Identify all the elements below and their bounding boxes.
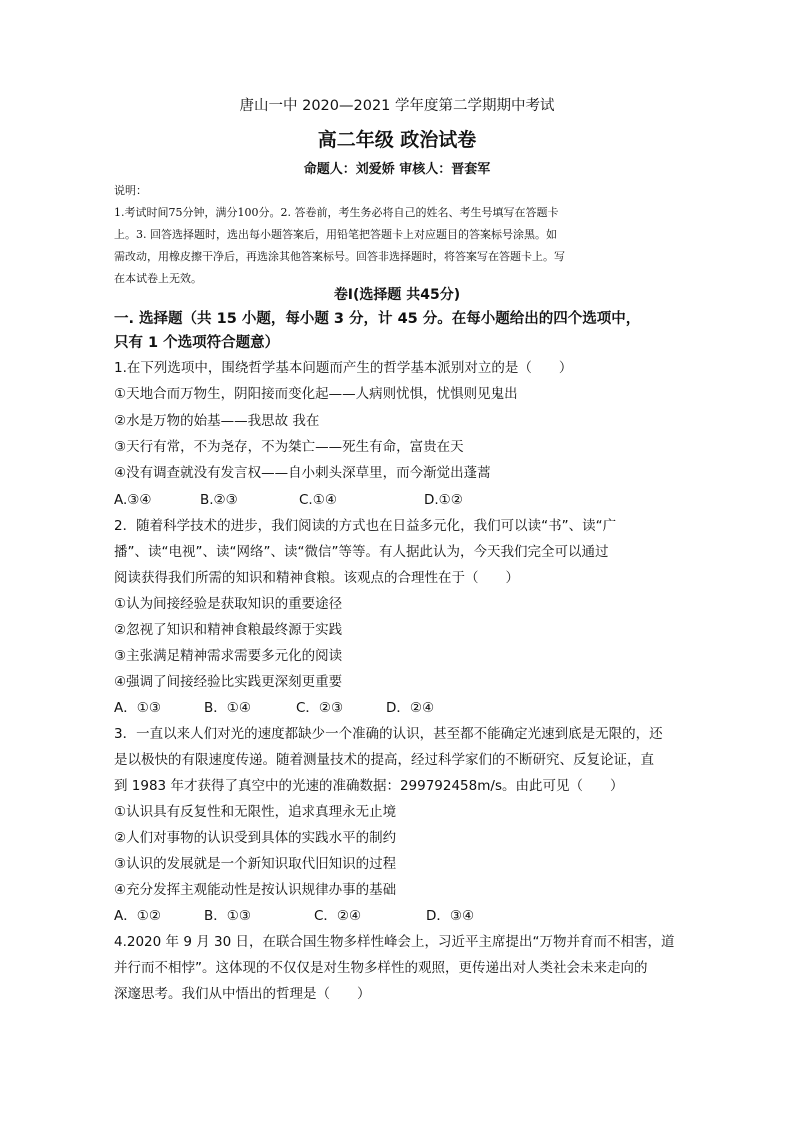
question-item: ④没有调查就没有发言权——自小刺头深草里，而今渐觉出蓬蒿 (114, 465, 491, 481)
exam-authors: 命题人：刘爱娇 审核人：晋套军 (303, 162, 491, 177)
question-stem: 并行而不相悖”。这体现的不仅仅是对生物多样性的观照，更传递出对人类社会未来走向的 (114, 960, 648, 976)
question-item: ④强调了间接经验比实践更深刻更重要 (114, 674, 343, 690)
option: A.③④ (114, 492, 152, 508)
section-heading: 只有 1 个选项符合题意） (114, 335, 280, 351)
instructions-line: 在本试卷上无效。 (114, 272, 202, 285)
question-stem: 1.在下列选项中，围绕哲学基本问题而产生的哲学基本派别对立的是（ ） (114, 360, 573, 376)
question-stem: 3．一直以来人们对光的速度都缺少一个准确的认识，甚至都不能确定光速到底是无限的，还 (114, 726, 663, 742)
question-stem: 4.2020 年 9 月 30 日，在联合国生物多样性峰会上，习近平主席提出“万物并育而不相害，道 (114, 934, 675, 950)
instructions-label: 说明： (114, 184, 147, 197)
question-item: ③天行有常，不为尧存，不为桀亡——死生有命，富贵在天 (114, 439, 464, 455)
instructions-line: 需改动，用橡皮擦干净后，再选涂其他答案标号。回答非选择题时，将答案写在答题卡上。写 (114, 250, 565, 263)
question-item: ②水是万物的始基——我思故 我在 (114, 413, 320, 429)
question-item: ②忽视了知识和精神食粮最终源于实践 (114, 622, 343, 638)
option: C.①④ (299, 492, 337, 508)
question-item: ③认识的发展就是一个新知识取代旧知识的过程 (114, 856, 397, 872)
question-stem: 阅读获得我们所需的知识和精神食粮。该观点的合理性在于（ ） (114, 570, 519, 586)
exam-title: 唐山一中 2020—2021 学年度第二学期期中考试 (239, 98, 555, 114)
option: B．①③ (204, 908, 251, 924)
exam-subtitle: 高二年级 政治试卷 (317, 129, 477, 151)
question-item: ①天地合而万物生，阴阳接而变化起——人病则忧惧，忧惧则见鬼出 (114, 386, 518, 402)
question-stem: 是以极快的有限速度传递。随着测量技术的提高，经过科学家们的不断研究、反复论证，直 (114, 752, 654, 768)
question-item: ④充分发挥主观能动性是按认识规律办事的基础 (114, 882, 397, 898)
option: B．①④ (204, 700, 251, 716)
question-stem: 播”、读“电视”、读“网络”、读“微信”等等。有人据此认为，今天我们完全可以通过 (114, 544, 609, 560)
question-item: ②人们对事物的认识受到具体的实践水平的制约 (114, 830, 397, 846)
option: C．②④ (314, 908, 362, 924)
option: A．①③ (114, 700, 161, 716)
option: D.①② (424, 492, 463, 508)
option: B.②③ (200, 492, 238, 508)
question-item: ①认为间接经验是获取知识的重要途径 (114, 596, 343, 612)
section-heading: 一. 选择题（共 15 小题，每小题 3 分，计 45 分。在每小题给出的四个选项中， (114, 311, 641, 327)
option: D．③④ (426, 908, 475, 924)
question-stem: 深邃思考。我们从中悟出的哲理是（ ） (114, 986, 371, 1002)
option: D．②④ (386, 700, 435, 716)
question-stem: 2．随着科学技术的进步，我们阅读的方式也在日益多元化，我们可以读“书”、读“广 (114, 518, 617, 534)
question-item: ①认识具有反复性和无限性，追求真理永无止境 (114, 804, 397, 820)
option: C．②③ (296, 700, 344, 716)
question-stem: 到 1983 年才获得了真空中的光速的准确数据：299792458m/s。由此可见（ ） (114, 778, 624, 794)
option: A．①② (114, 908, 161, 924)
section-title: 卷Ⅰ(选择题 共45分) (333, 287, 461, 303)
question-item: ③主张满足精神需求需要多元化的阅读 (114, 648, 343, 664)
instructions-line: 上。3. 回答选择题时，选出每小题答案后，用铅笔把答题卡上对应题目的答案标号涂黑。如 (114, 228, 557, 241)
instructions-line: 1.考试时间75分钟，满分100分。2. 答卷前，考生务必将自己的姓名、考生号填写在答题卡 (114, 206, 559, 219)
